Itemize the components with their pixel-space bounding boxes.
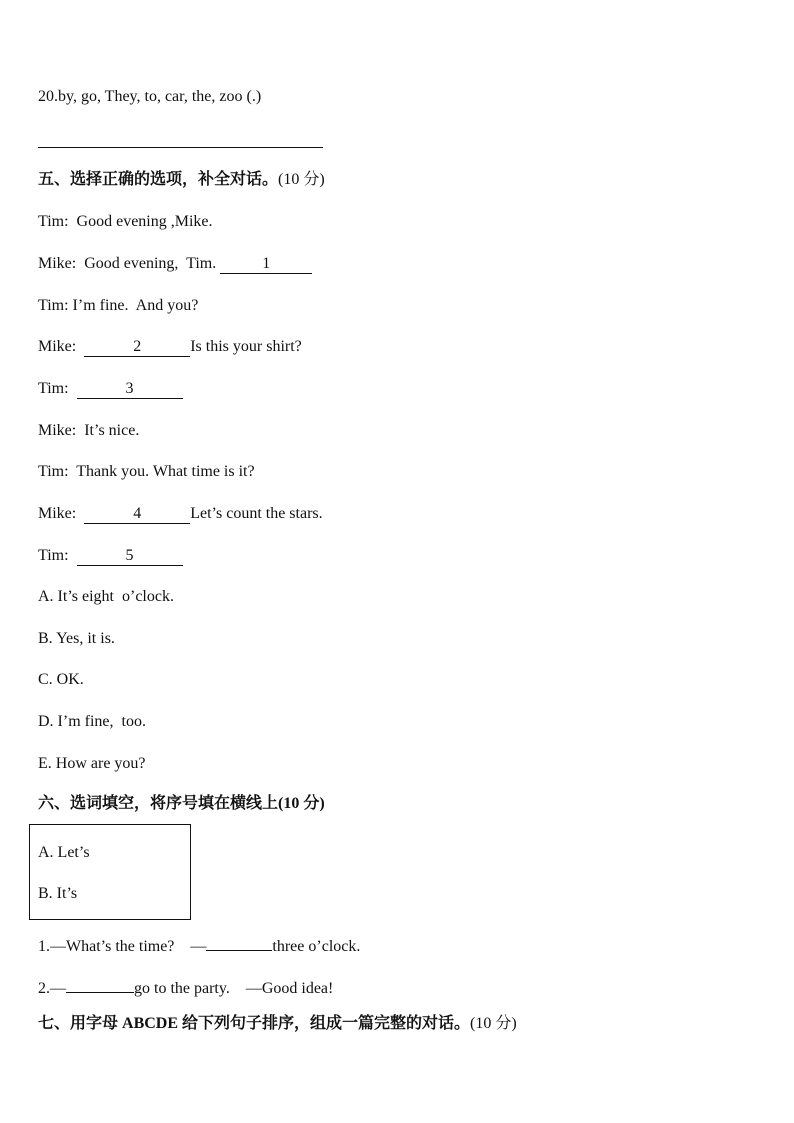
- question-20: 20.by, go, They, to, car, the, zoo (.): [38, 88, 262, 105]
- dialogue-line-8: Mike: 4 Let’s count the stars.: [38, 505, 323, 522]
- dialogue-line-2: Mike: Good evening, Tim. 1: [38, 254, 312, 274]
- fill-question-1: 1.—What’s the time? — three o’clock.: [38, 932, 360, 957]
- dialogue-line-5: Tim: 3: [38, 379, 183, 399]
- option-c: C. OK.: [38, 671, 84, 688]
- blank-5[interactable]: 5: [77, 547, 183, 566]
- word-option-a: A. Let’s: [38, 844, 90, 861]
- dialogue-line-3: Tim: I’m fine. And you?: [38, 297, 199, 314]
- answer-line: [38, 147, 323, 148]
- option-d: D. I’m fine, too.: [38, 713, 146, 730]
- option-e: E. How are you?: [38, 755, 146, 772]
- word-option-b: B. It’s: [38, 885, 78, 902]
- section-5-heading: 五、选择正确的选项，补全对话。(10 分): [38, 171, 325, 188]
- option-a: A. It’s eight o’clock.: [38, 588, 174, 605]
- dialogue-line-1: Tim: Good evening ,Mike.: [38, 213, 213, 230]
- section-7-heading: 七、用字母 ABCDE 给下列句子排序，组成一篇完整的对话。(10 分): [38, 1015, 517, 1032]
- dialogue-line-4: Mike: 2 Is this your shirt?: [38, 338, 302, 355]
- dialogue-line-7: Tim: Thank you. What time is it?: [38, 463, 255, 480]
- word-choice-box: [29, 824, 191, 920]
- blank-1[interactable]: 1: [220, 255, 312, 274]
- fill-blank-1[interactable]: [206, 932, 272, 951]
- option-b: B. Yes, it is.: [38, 630, 115, 647]
- blank-4[interactable]: 4: [84, 505, 190, 524]
- dialogue-line-9: Tim: 5: [38, 546, 183, 566]
- blank-3[interactable]: 3: [77, 380, 183, 399]
- dialogue-line-6: Mike: It’s nice.: [38, 422, 140, 439]
- blank-2[interactable]: 2: [84, 338, 190, 357]
- fill-blank-2[interactable]: [66, 974, 134, 993]
- fill-question-2: 2.— go to the party. —Good idea!: [38, 974, 333, 999]
- section-6-heading: 六、选词填空，将序号填在横线上(10 分): [38, 795, 325, 812]
